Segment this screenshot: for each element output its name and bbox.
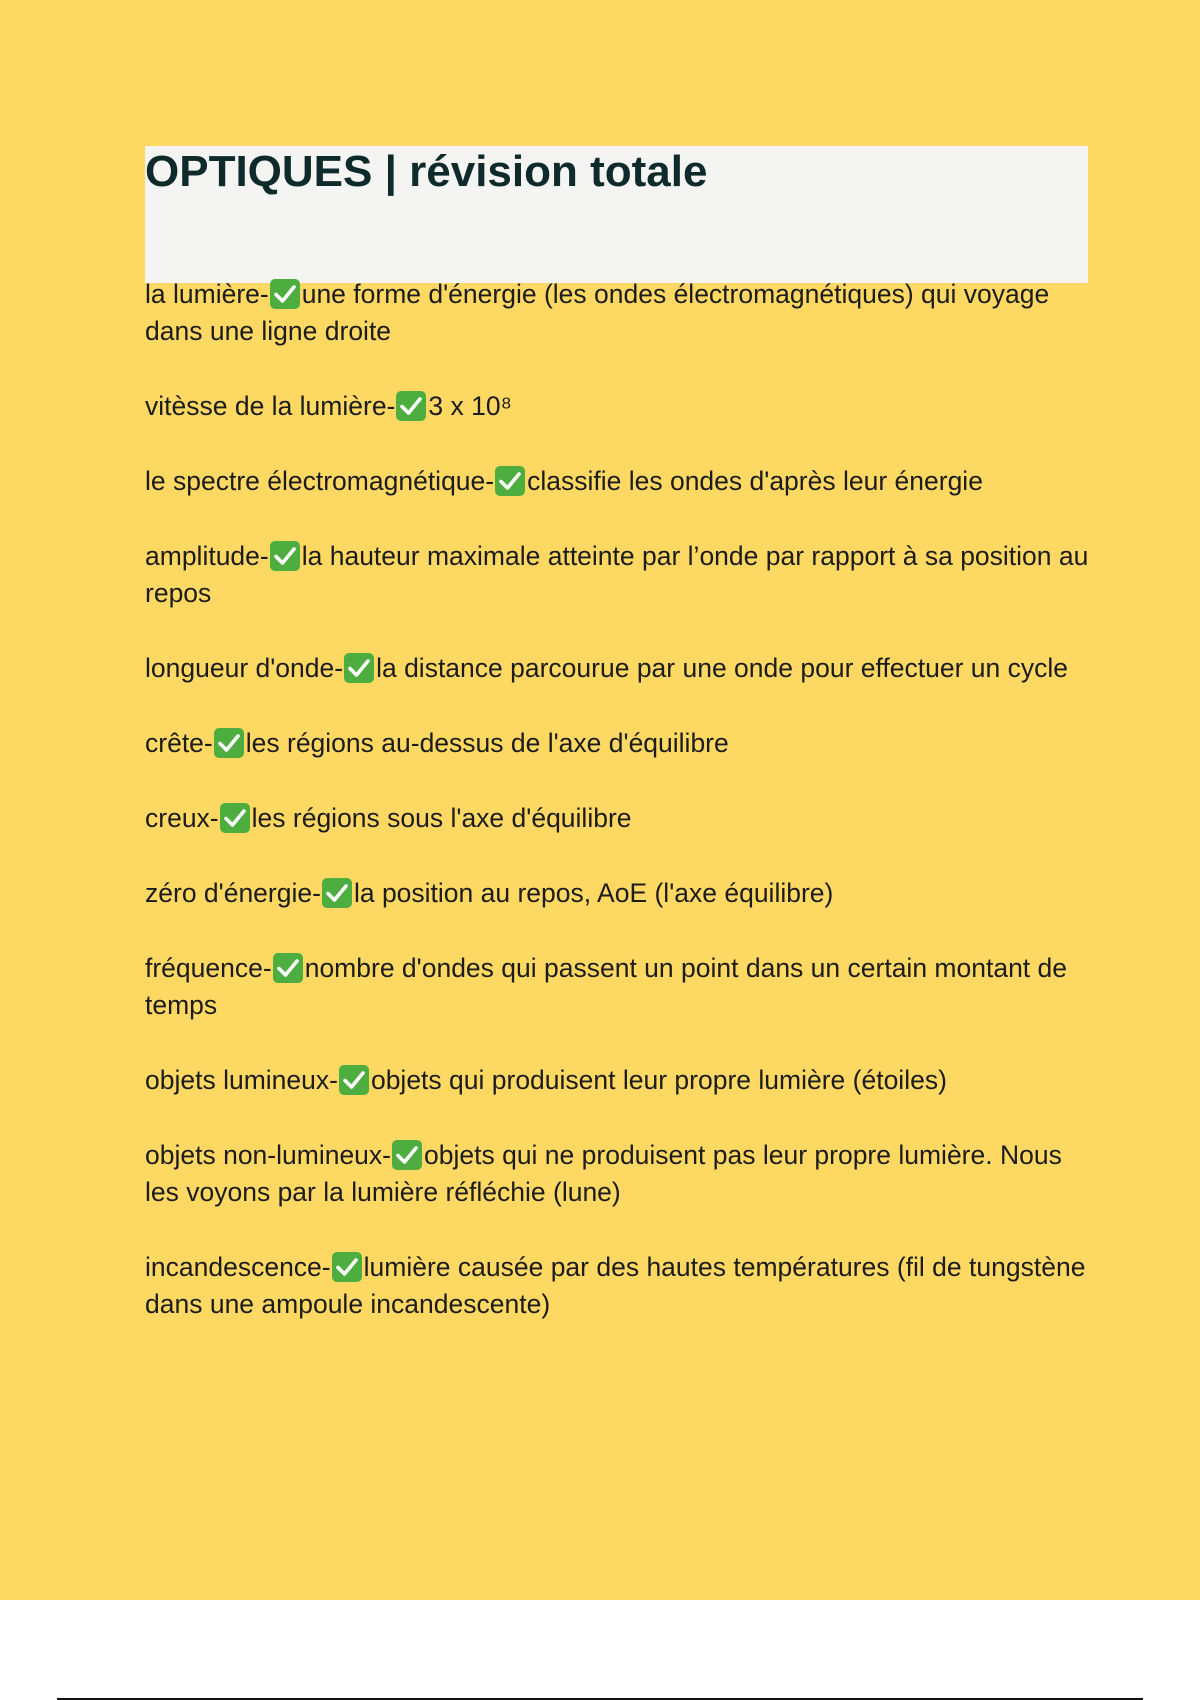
check-mark-icon (322, 878, 352, 908)
definition-entry (145, 950, 1095, 1024)
definition-entry (145, 1062, 1095, 1099)
check-mark-icon (339, 1065, 369, 1095)
definition-term: zéro d'énergie- (145, 878, 321, 908)
definition-term: creux- (145, 803, 219, 833)
definition-text: la distance parcourue par une onde pour effectuer un cycle (376, 653, 1068, 683)
definition-term: la lumière- (145, 279, 269, 309)
check-mark-icon (332, 1252, 362, 1282)
definition-entry (145, 875, 1095, 912)
definition-term: objets lumineux- (145, 1065, 338, 1095)
check-mark-icon (392, 1140, 422, 1170)
check-mark-icon (495, 466, 525, 496)
definition-text: 3 x 10⁸ (428, 391, 512, 421)
definition-term: longueur d'onde- (145, 653, 344, 683)
check-mark-icon (270, 279, 300, 309)
definition-text: lumière causée par des hautes températures (fil de tungstène dans une ampoule incandescente) (145, 1252, 1086, 1319)
check-mark-icon (220, 803, 250, 833)
definition-text: objets qui produisent leur propre lumière (étoiles) (370, 1065, 947, 1095)
definition-entry (145, 463, 1095, 500)
check-mark-icon (214, 728, 244, 758)
definition-text: la hauteur maximale atteinte par l’onde par rapport à sa position au repos (145, 541, 1089, 608)
check-mark-icon (344, 653, 374, 683)
definition-text: classifie les ondes d'après leur énergie (527, 466, 983, 496)
definition-text: les régions au-dessus de l'axe d'équilibre (245, 728, 729, 758)
definition-term: objets non-lumineux- (145, 1140, 391, 1170)
definition-entry (145, 276, 1095, 350)
definition-term: incandescence- (145, 1252, 331, 1282)
definition-list (145, 276, 1095, 1361)
definition-text: nombre d'ondes qui passent un point dans un certain montant de temps (145, 953, 1068, 1020)
definition-text: objets qui ne produisent pas leur propre lumière. Nous les voyons par la lumière réfléchie (lune) (145, 1140, 1062, 1207)
definition-entry (145, 1249, 1095, 1323)
page-title: OPTIQUES | révision totale (145, 147, 708, 196)
definition-entry (145, 1137, 1095, 1211)
check-mark-icon (273, 953, 303, 983)
definition-entry (145, 800, 1095, 837)
definition-term: crête- (145, 728, 213, 758)
definition-text: les régions sous l'axe d'équilibre (251, 803, 632, 833)
definition-entry (145, 388, 1095, 425)
definition-entry (145, 725, 1095, 762)
definition-text: la position au repos, AoE (l'axe équilibre) (353, 878, 834, 908)
title-box (145, 146, 1088, 283)
definition-entry (145, 538, 1095, 612)
definition-term: fréquence- (145, 953, 272, 983)
definition-text: une forme d'énergie (les ondes électromagnétiques) qui voyage dans une ligne droite (145, 279, 1050, 346)
definition-term: amplitude- (145, 541, 269, 571)
definition-term: vitèsse de la lumière- (145, 391, 396, 421)
check-mark-icon (396, 391, 426, 421)
definition-entry (145, 650, 1095, 687)
definition-term: le spectre électromagnétique- (145, 466, 495, 496)
check-mark-icon (270, 541, 300, 571)
